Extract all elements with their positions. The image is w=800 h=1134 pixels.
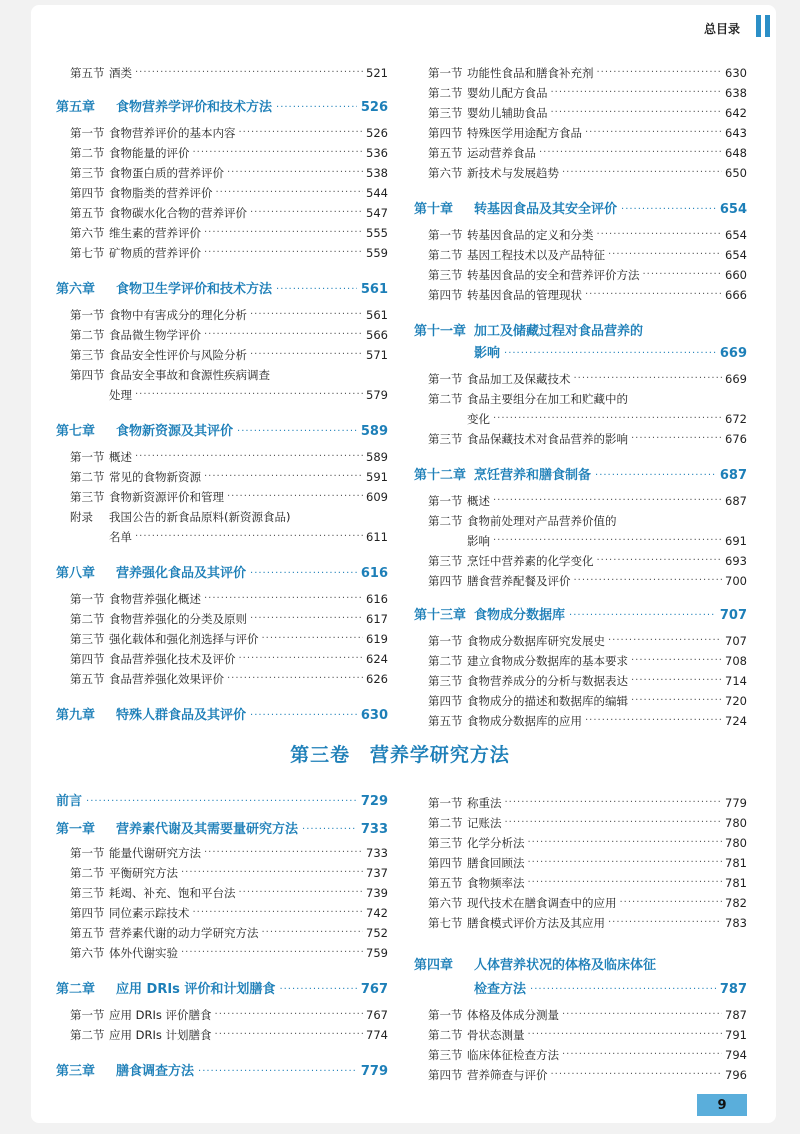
section-label: 第三节 [428, 1048, 463, 1062]
section-title: 膳食营养配餐及评价 [467, 574, 571, 588]
section-title: 矿物质的营养评价 [109, 246, 201, 260]
chapter-page-number: 654 [719, 202, 747, 217]
chapter-title: 营养素代谢及其需要量研究方法 [116, 822, 299, 837]
section-page-number: 619 [366, 632, 388, 646]
dot-leader [204, 846, 363, 860]
chapter-entry [414, 976, 747, 998]
dot-leader [302, 822, 357, 838]
chapter-entry [56, 1058, 388, 1080]
section-entry [414, 1062, 747, 1082]
section-label: 第三节 [70, 348, 105, 362]
section-label: 第一节 [70, 308, 105, 322]
section-page-number: 783 [725, 916, 747, 930]
section-title: 转基因食品的安全和营养评价方法 [467, 268, 640, 282]
section-label: 第五节 [428, 146, 463, 160]
section-title: 功能性食品和膳食补充剂 [467, 66, 594, 80]
section-page-number: 796 [725, 1068, 747, 1082]
section-label: 第三节 [428, 432, 463, 446]
dot-leader [198, 1064, 357, 1080]
section-page-number: 676 [725, 432, 747, 446]
section-title: 婴幼儿辅助食品 [467, 106, 548, 120]
section-title: 平衡研究方法 [109, 866, 178, 880]
section-title: 名单 [109, 530, 132, 544]
chapter-label: 第九章 [56, 708, 96, 723]
section-title: 营养筛查与评价 [467, 1068, 548, 1082]
section-title: 食物营养强化的分类及原则 [109, 612, 247, 626]
section-title: 营养素代谢的动力学研究方法 [109, 926, 259, 940]
chapter-page-number: 589 [360, 424, 388, 439]
section-title: 食物能量的评价 [109, 146, 190, 160]
section-entry [414, 1002, 747, 1022]
section-title: 应用 DRIs 计划膳食 [109, 1028, 212, 1042]
section-title: 记账法 [467, 816, 502, 830]
section-page-number: 555 [366, 226, 388, 240]
section-label: 第五节 [70, 672, 105, 686]
section-title: 食品保藏技术对食品营养的影响 [467, 432, 628, 446]
chapter-label: 第十一章 [414, 324, 467, 339]
section-page-number: 571 [366, 348, 388, 362]
section-label: 第四节 [428, 1068, 463, 1082]
section-entry [414, 810, 747, 830]
section-title: 能量代谢研究方法 [109, 846, 201, 860]
chapter-label: 第三章 [56, 1064, 96, 1079]
section-page-number: 733 [366, 846, 388, 860]
section-label: 第二节 [70, 612, 105, 626]
section-page-number: 708 [725, 654, 747, 668]
dot-leader [181, 946, 363, 960]
section-title: 现代技术在膳食调查中的应用 [467, 896, 617, 910]
section-label: 第二节 [428, 816, 463, 830]
section-label: 第四节 [70, 186, 105, 200]
section-label: 第一节 [428, 66, 463, 80]
section-title: 食物脂类的营养评价 [109, 186, 213, 200]
section-label: 第四节 [70, 906, 105, 920]
section-label: 第四节 [428, 574, 463, 588]
section-label: 第三节 [70, 886, 105, 900]
section-page-number: 739 [366, 886, 388, 900]
section-title: 食物营养强化概述 [109, 592, 201, 606]
section-page-number: 707 [725, 634, 747, 648]
section-page-number: 787 [725, 1008, 747, 1022]
section-entry [56, 860, 388, 880]
dot-leader [215, 1008, 363, 1022]
header-bars-decoration [756, 15, 772, 37]
section-label: 第五节 [428, 714, 463, 728]
toc-column-right-bottom [414, 0, 747, 1090]
section-page-number: 591 [366, 470, 388, 484]
section-title: 体外代谢实验 [109, 946, 178, 960]
section-label: 第六节 [70, 946, 105, 960]
section-entry [56, 1002, 388, 1022]
section-title: 食品营养强化效果评价 [109, 672, 224, 686]
page-number-badge: 9 [697, 1094, 747, 1116]
dot-leader [505, 796, 723, 810]
chapter-label: 第一章 [56, 822, 96, 837]
chapter-page-number: 729 [360, 794, 388, 809]
chapter-title: 影响 [474, 346, 501, 361]
section-label: 第二节 [70, 866, 105, 880]
chapter-label: 前言 [56, 794, 83, 809]
chapter-page-number: 779 [360, 1064, 388, 1079]
section-label: 第三节 [428, 106, 463, 120]
section-page-number: 672 [725, 412, 747, 426]
section-entry [56, 900, 388, 920]
section-page-number: 611 [366, 530, 388, 544]
dot-leader [528, 856, 723, 870]
section-title: 食物新资源评价和管理 [109, 490, 224, 504]
section-title: 食品营养强化技术及评价 [109, 652, 236, 666]
section-label: 第一节 [70, 1008, 105, 1022]
chapter-title: 加工及储藏过程对食品营养的 [474, 324, 644, 339]
chapter-page-number: 630 [360, 708, 388, 723]
section-page-number: 780 [725, 816, 747, 830]
chapter-page-number: 616 [360, 566, 388, 581]
section-title: 食物成分的描述和数据库的编辑 [467, 694, 628, 708]
chapter-entry [56, 976, 388, 998]
section-page-number: 774 [366, 1028, 388, 1042]
section-title: 食品微生物学评价 [109, 328, 201, 342]
chapter-title: 应用 DRIs 评价和计划膳食 [116, 982, 276, 997]
section-label: 第一节 [428, 634, 463, 648]
section-title: 同位素示踪技术 [109, 906, 190, 920]
section-label: 第五节 [70, 206, 105, 220]
section-label: 第一节 [70, 450, 105, 464]
chapter-page-number: 787 [719, 982, 747, 997]
section-label: 第七节 [428, 916, 463, 930]
section-title: 婴幼儿配方食品 [467, 86, 548, 100]
chapter-label: 第四章 [414, 958, 454, 973]
section-label: 第二节 [70, 1028, 105, 1042]
section-title: 运动营养食品 [467, 146, 536, 160]
section-entry [414, 870, 747, 890]
section-label: 第六节 [70, 226, 105, 240]
section-page-number: 720 [725, 694, 747, 708]
dot-leader [279, 982, 356, 998]
dot-leader [215, 1028, 363, 1042]
section-page-number: 737 [366, 866, 388, 880]
section-label: 第一节 [70, 846, 105, 860]
section-title: 食品安全性评价与风险分析 [109, 348, 247, 362]
section-page-number: 660 [725, 268, 747, 282]
section-label: 第五节 [70, 926, 105, 940]
section-label: 附录 [70, 510, 93, 524]
section-label: 第二节 [70, 470, 105, 484]
chapter-label: 第六章 [56, 282, 96, 297]
section-page-number: 561 [366, 308, 388, 322]
section-page-number: 544 [366, 186, 388, 200]
chapter-title: 检查方法 [474, 982, 527, 997]
dot-leader [608, 916, 722, 930]
section-page-number: 648 [725, 146, 747, 160]
dot-leader [505, 816, 723, 830]
section-label: 第二节 [428, 654, 463, 668]
chapter-label: 第五章 [56, 100, 96, 115]
section-title: 酒类 [109, 66, 132, 80]
chapter-title: 烹饪营养和膳食制备 [474, 468, 592, 483]
section-entry [56, 840, 388, 860]
section-page-number: 626 [366, 672, 388, 686]
section-page-number: 566 [366, 328, 388, 342]
section-page-number: 781 [725, 856, 747, 870]
section-title: 称重法 [467, 796, 502, 810]
chapter-label: 第八章 [56, 566, 96, 581]
chapter-label: 第二章 [56, 982, 96, 997]
section-entry [414, 910, 747, 930]
section-title: 我国公告的新食品原料(新资源食品) [109, 510, 291, 524]
section-title: 食品安全事故和食源性疾病调查 [109, 368, 270, 382]
section-page-number: 752 [366, 926, 388, 940]
section-title: 常见的食物新资源 [109, 470, 201, 484]
section-title: 转基因食品的定义和分类 [467, 228, 594, 242]
chapter-page-number: 526 [360, 100, 388, 115]
dot-leader [239, 886, 364, 900]
section-title: 食物蛋白质的营养评价 [109, 166, 224, 180]
section-page-number: 643 [725, 126, 747, 140]
section-label: 第一节 [428, 1008, 463, 1022]
section-label: 第四节 [428, 288, 463, 302]
section-label: 第一节 [428, 372, 463, 386]
chapter-entry [56, 816, 388, 838]
dot-leader [262, 926, 364, 940]
section-page-number: 782 [725, 896, 747, 910]
section-title: 食物中有害成分的理化分析 [109, 308, 247, 322]
section-title: 维生素的营养评价 [109, 226, 201, 240]
section-entry [414, 890, 747, 910]
section-page-number: 638 [725, 86, 747, 100]
chapter-label: 第七章 [56, 424, 96, 439]
section-label: 第一节 [428, 796, 463, 810]
section-label: 第二节 [70, 146, 105, 160]
section-label: 第五节 [70, 66, 105, 80]
section-page-number: 780 [725, 836, 747, 850]
section-page-number: 642 [725, 106, 747, 120]
section-entry [414, 1022, 747, 1042]
section-label: 第五节 [428, 876, 463, 890]
section-page-number: 538 [366, 166, 388, 180]
section-title: 膳食模式评价方法及其应用 [467, 916, 605, 930]
section-title: 食物前处理对产品营养价值的 [467, 514, 617, 528]
section-label: 第一节 [428, 494, 463, 508]
dot-leader [528, 1028, 723, 1042]
section-title: 食物营养评价的基本内容 [109, 126, 236, 140]
chapter-title: 膳食调查方法 [116, 1064, 195, 1079]
section-page-number: 630 [725, 66, 747, 80]
section-title: 新技术与发展趋势 [467, 166, 559, 180]
section-title: 临床体征检查方法 [467, 1048, 559, 1062]
dot-leader [530, 982, 716, 998]
chapter-title: 食物卫生学评价和技术方法 [116, 282, 273, 297]
section-title: 变化 [467, 412, 490, 426]
section-entry [414, 850, 747, 870]
section-label: 第四节 [70, 368, 105, 382]
section-title: 影响 [467, 534, 490, 548]
section-entry [56, 880, 388, 900]
section-page-number: 536 [366, 146, 388, 160]
section-label: 第二节 [70, 328, 105, 342]
section-label: 第三节 [428, 674, 463, 688]
chapter-title: 营养强化食品及其评价 [116, 566, 247, 581]
dot-leader [551, 1068, 723, 1082]
section-page-number: 609 [366, 490, 388, 504]
section-label: 第一节 [428, 228, 463, 242]
section-page-number: 617 [366, 612, 388, 626]
section-title: 骨状态测量 [467, 1028, 525, 1042]
chapter-page-number: 707 [719, 608, 747, 623]
chapter-title: 人体营养状况的体格及临床体征 [474, 958, 657, 973]
section-label: 第七节 [70, 246, 105, 260]
dot-leader [528, 836, 723, 850]
section-label: 第三节 [70, 632, 105, 646]
section-title: 食物营养成分的分析与数据表达 [467, 674, 628, 688]
section-page-number: 742 [366, 906, 388, 920]
section-page-number: 669 [725, 372, 747, 386]
section-page-number: 691 [725, 534, 747, 548]
section-title: 烹饪中营养素的化学变化 [467, 554, 594, 568]
volume-label: 第三卷 [290, 744, 351, 766]
chapter-page-number: 561 [360, 282, 388, 297]
chapter-page-number: 687 [719, 468, 747, 483]
section-label: 第二节 [428, 248, 463, 262]
volume-name: 营养学研究方法 [369, 744, 510, 766]
section-page-number: 693 [725, 554, 747, 568]
chapter-title: 食物新资源及其评价 [116, 424, 234, 439]
dot-leader [193, 906, 364, 920]
section-title: 概述 [109, 450, 132, 464]
chapter-title: 特殊人群食品及其评价 [116, 708, 247, 723]
section-page-number: 654 [725, 228, 747, 242]
section-title: 食物成分数据库的应用 [467, 714, 582, 728]
section-page-number: 794 [725, 1048, 747, 1062]
section-page-number: 526 [366, 126, 388, 140]
section-label: 第一节 [70, 126, 105, 140]
section-entry [56, 1022, 388, 1042]
section-page-number: 714 [725, 674, 747, 688]
dot-leader [620, 896, 723, 910]
section-page-number: 559 [366, 246, 388, 260]
chapter-title: 转基因食品及其安全评价 [474, 202, 618, 217]
section-entry [414, 1042, 747, 1062]
section-page-number: 759 [366, 946, 388, 960]
dot-leader [86, 794, 357, 810]
section-title: 基因工程技术以及产品特征 [467, 248, 605, 262]
section-page-number: 687 [725, 494, 747, 508]
chapter-entry [56, 788, 388, 810]
section-entry [56, 920, 388, 940]
section-title: 食物碳水化合物的营养评价 [109, 206, 247, 220]
section-label: 第一节 [70, 592, 105, 606]
section-label: 第二节 [428, 392, 463, 406]
section-title: 处理 [109, 388, 132, 402]
section-title: 建立食物成分数据库的基本要求 [467, 654, 628, 668]
section-page-number: 666 [725, 288, 747, 302]
section-entry [56, 940, 388, 960]
section-label: 第三节 [70, 490, 105, 504]
section-label: 第四节 [428, 694, 463, 708]
section-title: 食物频率法 [467, 876, 525, 890]
section-label: 第二节 [428, 1028, 463, 1042]
section-page-number: 624 [366, 652, 388, 666]
running-head: 总目录 [703, 22, 740, 36]
dot-leader [562, 1008, 722, 1022]
section-title: 食物成分数据库研究发展史 [467, 634, 605, 648]
section-label: 第四节 [428, 126, 463, 140]
section-label: 第四节 [428, 856, 463, 870]
section-label: 第二节 [428, 514, 463, 528]
section-page-number: 547 [366, 206, 388, 220]
section-title: 强化载体和强化剂选择与评价 [109, 632, 259, 646]
chapter-label: 第十章 [414, 202, 454, 217]
section-label: 第四节 [70, 652, 105, 666]
chapter-page-number: 767 [360, 982, 388, 997]
section-title: 食品主要组分在加工和贮藏中的 [467, 392, 628, 406]
section-label: 第三节 [70, 166, 105, 180]
section-entry [414, 830, 747, 850]
section-title: 转基因食品的管理现状 [467, 288, 582, 302]
section-label: 第三节 [428, 554, 463, 568]
section-label: 第二节 [428, 86, 463, 100]
section-title: 化学分析法 [467, 836, 525, 850]
dot-leader [181, 866, 363, 880]
section-label: 第六节 [428, 166, 463, 180]
section-label: 第六节 [428, 896, 463, 910]
section-title: 耗竭、补充、饱和平台法 [109, 886, 236, 900]
section-label: 第三节 [428, 268, 463, 282]
section-title: 体格及体成分测量 [467, 1008, 559, 1022]
section-page-number: 767 [366, 1008, 388, 1022]
section-page-number: 650 [725, 166, 747, 180]
section-page-number: 654 [725, 248, 747, 262]
section-label: 第三节 [428, 836, 463, 850]
section-title: 特殊医学用途配方食品 [467, 126, 582, 140]
dot-leader [528, 876, 723, 890]
section-page-number: 521 [366, 66, 388, 80]
chapter-label: 第十三章 [414, 608, 467, 623]
section-page-number: 781 [725, 876, 747, 890]
chapter-entry [414, 952, 747, 974]
chapter-title: 食物成分数据库 [474, 608, 566, 623]
section-page-number: 791 [725, 1028, 747, 1042]
dot-leader [562, 1048, 722, 1062]
section-title: 应用 DRIs 评价膳食 [109, 1008, 212, 1022]
section-title: 食品加工及保藏技术 [467, 372, 571, 386]
section-page-number: 579 [366, 388, 388, 402]
section-title: 膳食回顾法 [467, 856, 525, 870]
section-page-number: 779 [725, 796, 747, 810]
section-page-number: 616 [366, 592, 388, 606]
section-page-number: 724 [725, 714, 747, 728]
toc-column-left-bottom [56, 0, 388, 1090]
chapter-title: 食物营养学评价和技术方法 [116, 100, 273, 115]
chapter-label: 第十二章 [414, 468, 467, 483]
chapter-page-number: 669 [719, 346, 747, 361]
section-page-number: 589 [366, 450, 388, 464]
chapter-page-number: 733 [360, 822, 388, 837]
section-title: 概述 [467, 494, 490, 508]
section-page-number: 700 [725, 574, 747, 588]
section-entry [414, 790, 747, 810]
